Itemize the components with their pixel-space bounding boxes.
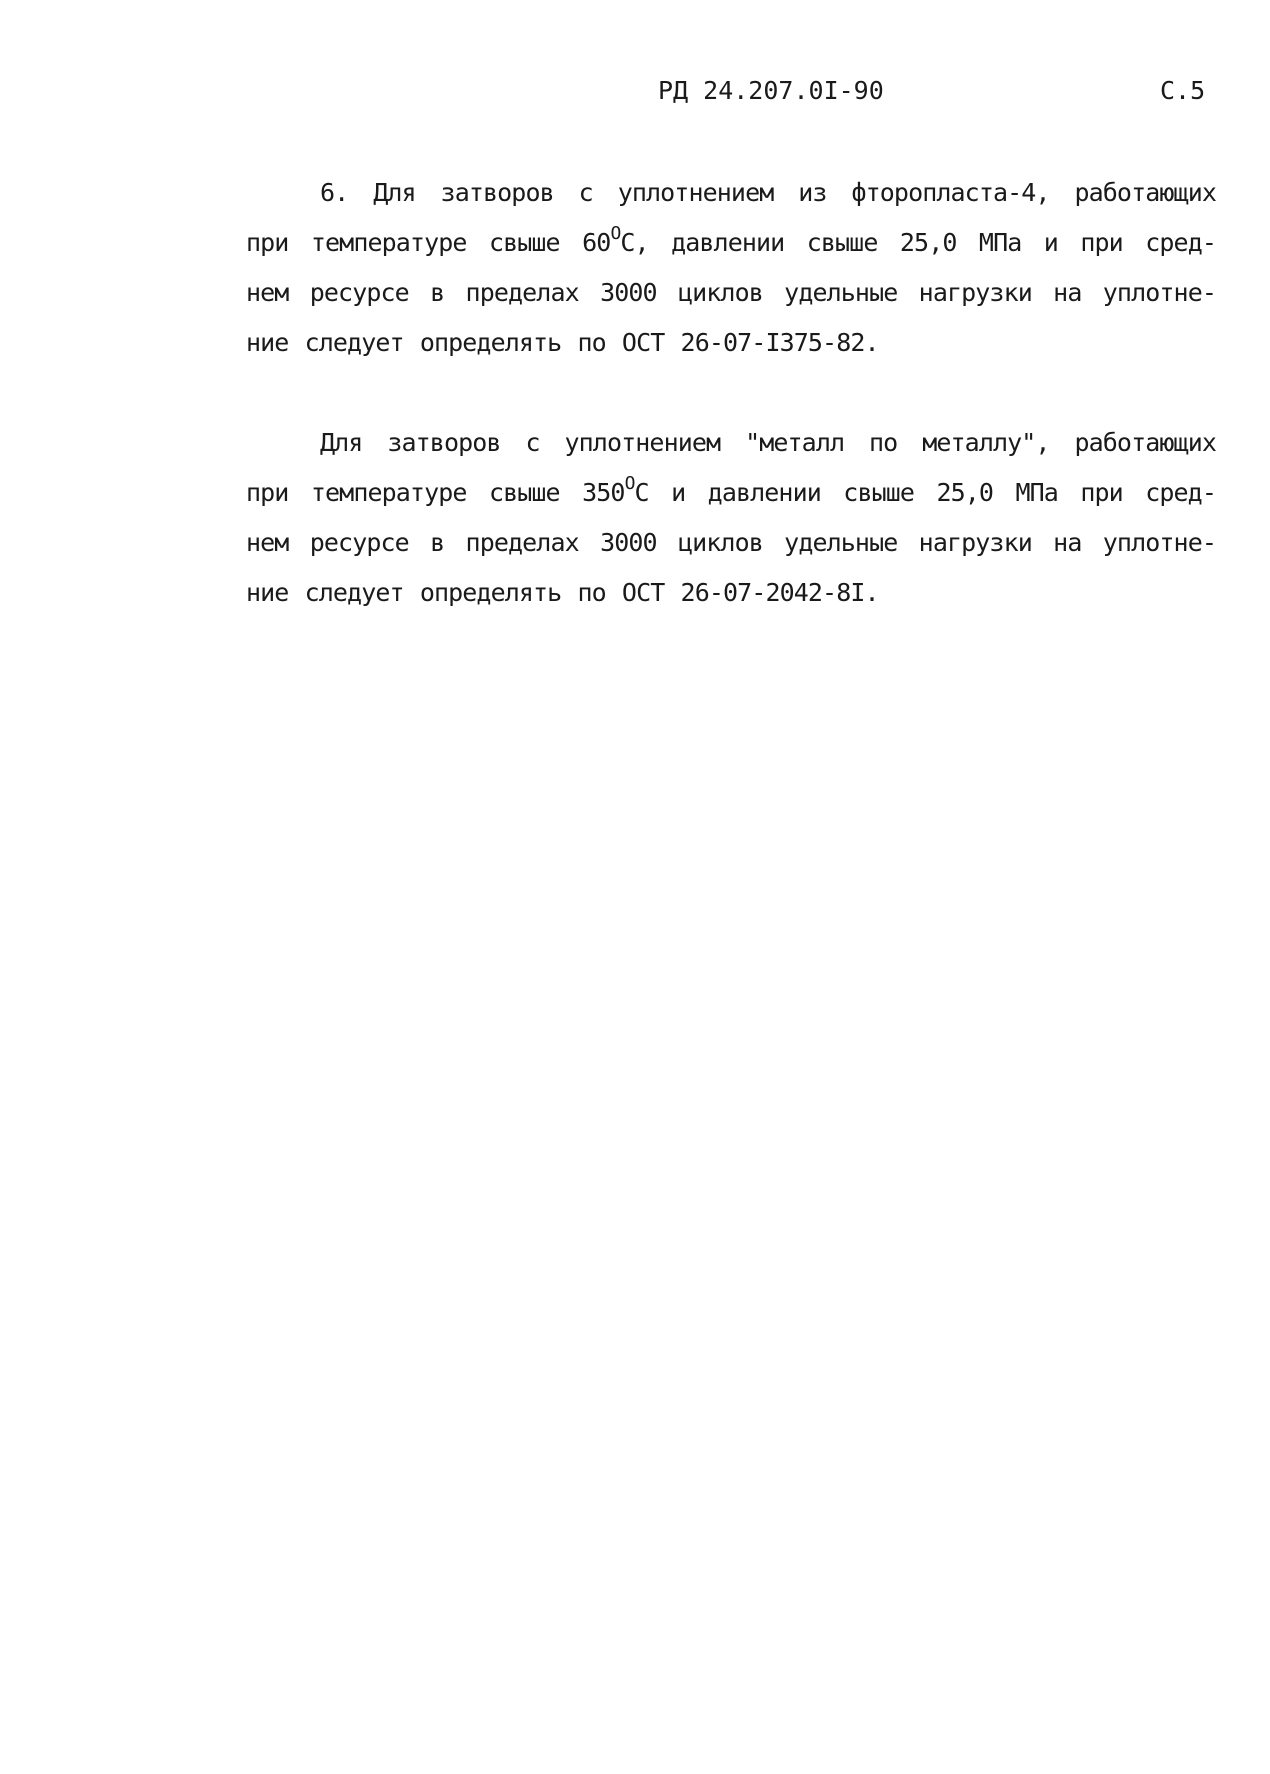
document-code: РД 24.207.0I-90 bbox=[658, 76, 884, 105]
page-number: С.5 bbox=[1160, 76, 1206, 105]
paragraph-line: Для затворов с уплотнением "металл по металлу", работающих bbox=[320, 428, 1216, 457]
paragraph-line: ние следует определять по ОСТ 26-07-2042-8I. bbox=[246, 578, 879, 607]
text-segment: при температуре свыше 350 bbox=[246, 478, 625, 507]
paragraph-6 bbox=[246, 168, 1216, 368]
paragraph-line bbox=[246, 218, 1216, 268]
paragraph-line: нем ресурсе в пределах 3000 циклов удельные нагрузки на уплотне- bbox=[246, 278, 1216, 307]
paragraph-line: нем ресурсе в пределах 3000 циклов удельные нагрузки на уплотне- bbox=[246, 528, 1216, 557]
text-segment: при температуре свыше 60 bbox=[246, 228, 611, 257]
paragraph-line bbox=[246, 468, 1216, 518]
paragraph-metal-seal bbox=[246, 418, 1216, 618]
degree-superscript: О bbox=[610, 223, 621, 244]
degree-superscript: О bbox=[624, 473, 635, 494]
paragraph-line: ние следует определять по ОСТ 26-07-I375-82. bbox=[246, 328, 879, 357]
text-segment: С и давлении свыше 25,0 МПа при сред- bbox=[634, 478, 1216, 507]
paragraph-line: 6. Для затворов с уплотнением из фторопласта-4, работающих bbox=[320, 178, 1216, 207]
text-segment: С, давлении свыше 25,0 МПа и при сред- bbox=[620, 228, 1216, 257]
